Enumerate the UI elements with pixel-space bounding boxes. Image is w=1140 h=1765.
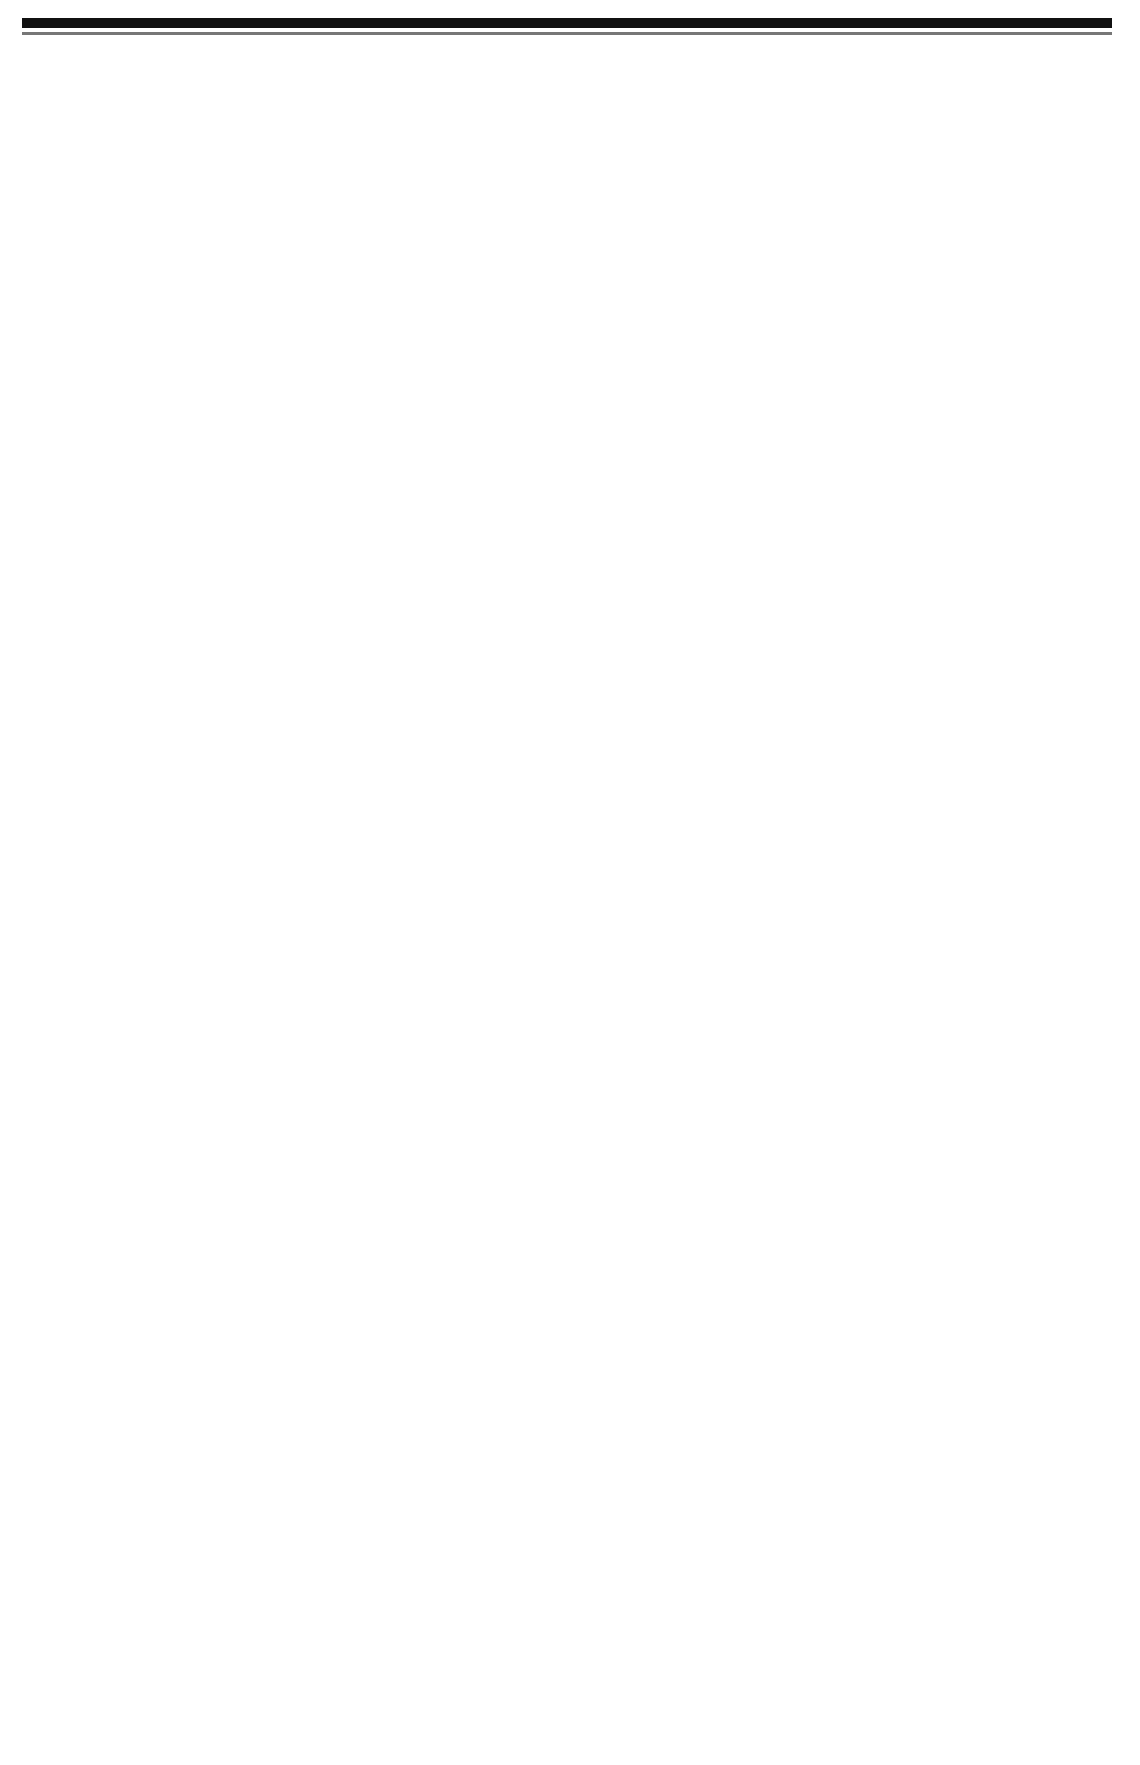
book-page (126, 228, 876, 256)
scan-edge (22, 18, 1112, 28)
scan-edge-shadow (22, 32, 1112, 35)
